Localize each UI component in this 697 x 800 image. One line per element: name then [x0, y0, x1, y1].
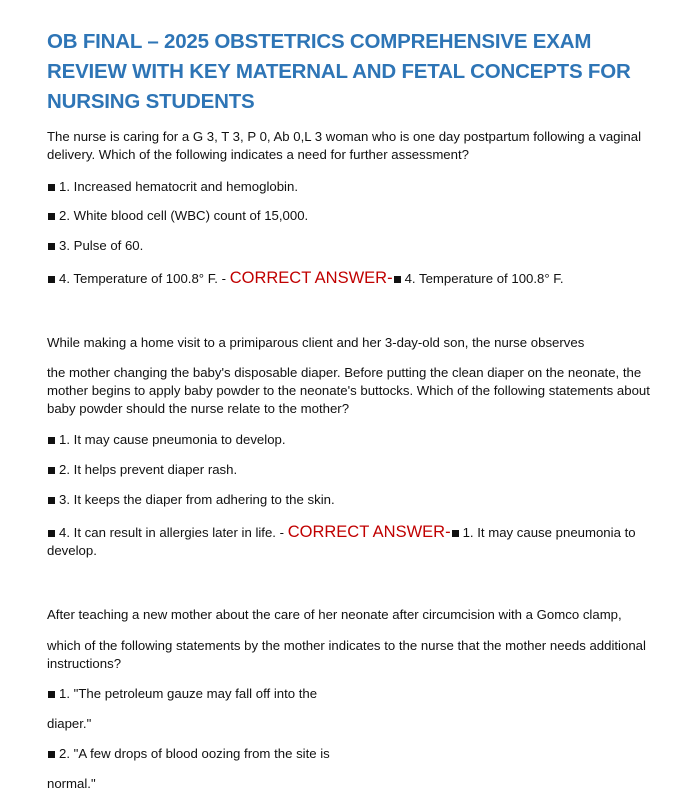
correct-answer-label: CORRECT ANSWER- — [229, 269, 393, 287]
question-2-stem: the mother changing the baby's disposable diaper. Before putting the clean diaper on the neonate, the mother begins to apply baby powder to the neonate's buttocks. Which of the following statements about baby powder should the nurse relate to the mother? — [47, 365, 650, 416]
question-1-answer: 4. Temperature of 100.8° F. — [404, 271, 564, 286]
bullet-square-icon — [48, 243, 55, 250]
question-1-option-3: 3. Pulse of 60. — [47, 237, 667, 255]
question-3-option-2-continued: normal." — [47, 776, 96, 791]
bullet-square-icon — [48, 467, 55, 474]
question-3-stem-line-1: After teaching a new mother about the care of her neonate after circumcision with a Gomco clamp, — [47, 607, 622, 622]
bullet-square-icon — [48, 276, 55, 283]
question-3-option-2: 2. "A few drops of blood oozing from the site is — [47, 745, 667, 763]
question-1-option-4: 4. Temperature of 100.8° F. - CORRECT ANSWER- 4. Temperature of 100.8° F. — [47, 269, 667, 288]
bullet-square-icon — [394, 276, 401, 283]
question-3-stem: which of the following statements by the mother indicates to the nurse that the mother needs additional instructions? — [47, 638, 646, 671]
question-2-stem-line-1: While making a home visit to a primiparous client and her 3-day-old son, the nurse observes — [47, 335, 585, 350]
question-2-answer: 1. It may cause pneumonia to develop. — [47, 525, 636, 558]
question-3-option-1-continued: diaper." — [47, 716, 92, 731]
bullet-square-icon — [48, 437, 55, 444]
bullet-square-icon — [48, 213, 55, 220]
question-1-option-1: 1. Increased hematocrit and hemoglobin. — [47, 178, 667, 196]
bullet-square-icon — [48, 751, 55, 758]
correct-answer-label: CORRECT ANSWER- — [287, 523, 451, 541]
question-2-option-3: 3. It keeps the diaper from adhering to the skin. — [47, 491, 667, 509]
question-2-option-1: 1. It may cause pneumonia to develop. — [47, 431, 667, 449]
bullet-square-icon — [48, 184, 55, 191]
bullet-square-icon — [48, 691, 55, 698]
bullet-square-icon — [48, 530, 55, 537]
question-2-option-4: 4. It can result in allergies later in life. - CORRECT ANSWER- 1. It may cause pneumonia to develop. — [47, 523, 636, 558]
bullet-square-icon — [48, 497, 55, 504]
question-2-option-2: 2. It helps prevent diaper rash. — [47, 461, 667, 479]
question-1-stem: The nurse is caring for a G 3, T 3, P 0, Ab 0,L 3 woman who is one day postpartum following a vaginal delivery. Which of the following indicates a need for further assessment? — [47, 129, 642, 162]
question-3-option-1: 1. "The petroleum gauze may fall off into the — [47, 685, 667, 703]
question-1-option-2: 2. White blood cell (WBC) count of 15,000. — [47, 207, 667, 225]
document-title: OB FINAL – 2025 OBSTETRICS COMPREHENSIVE EXAM REVIEW WITH KEY MATERNAL AND FETAL CONCEPTS FOR NURSING STUDENTS — [47, 30, 631, 113]
bullet-square-icon — [452, 530, 459, 537]
